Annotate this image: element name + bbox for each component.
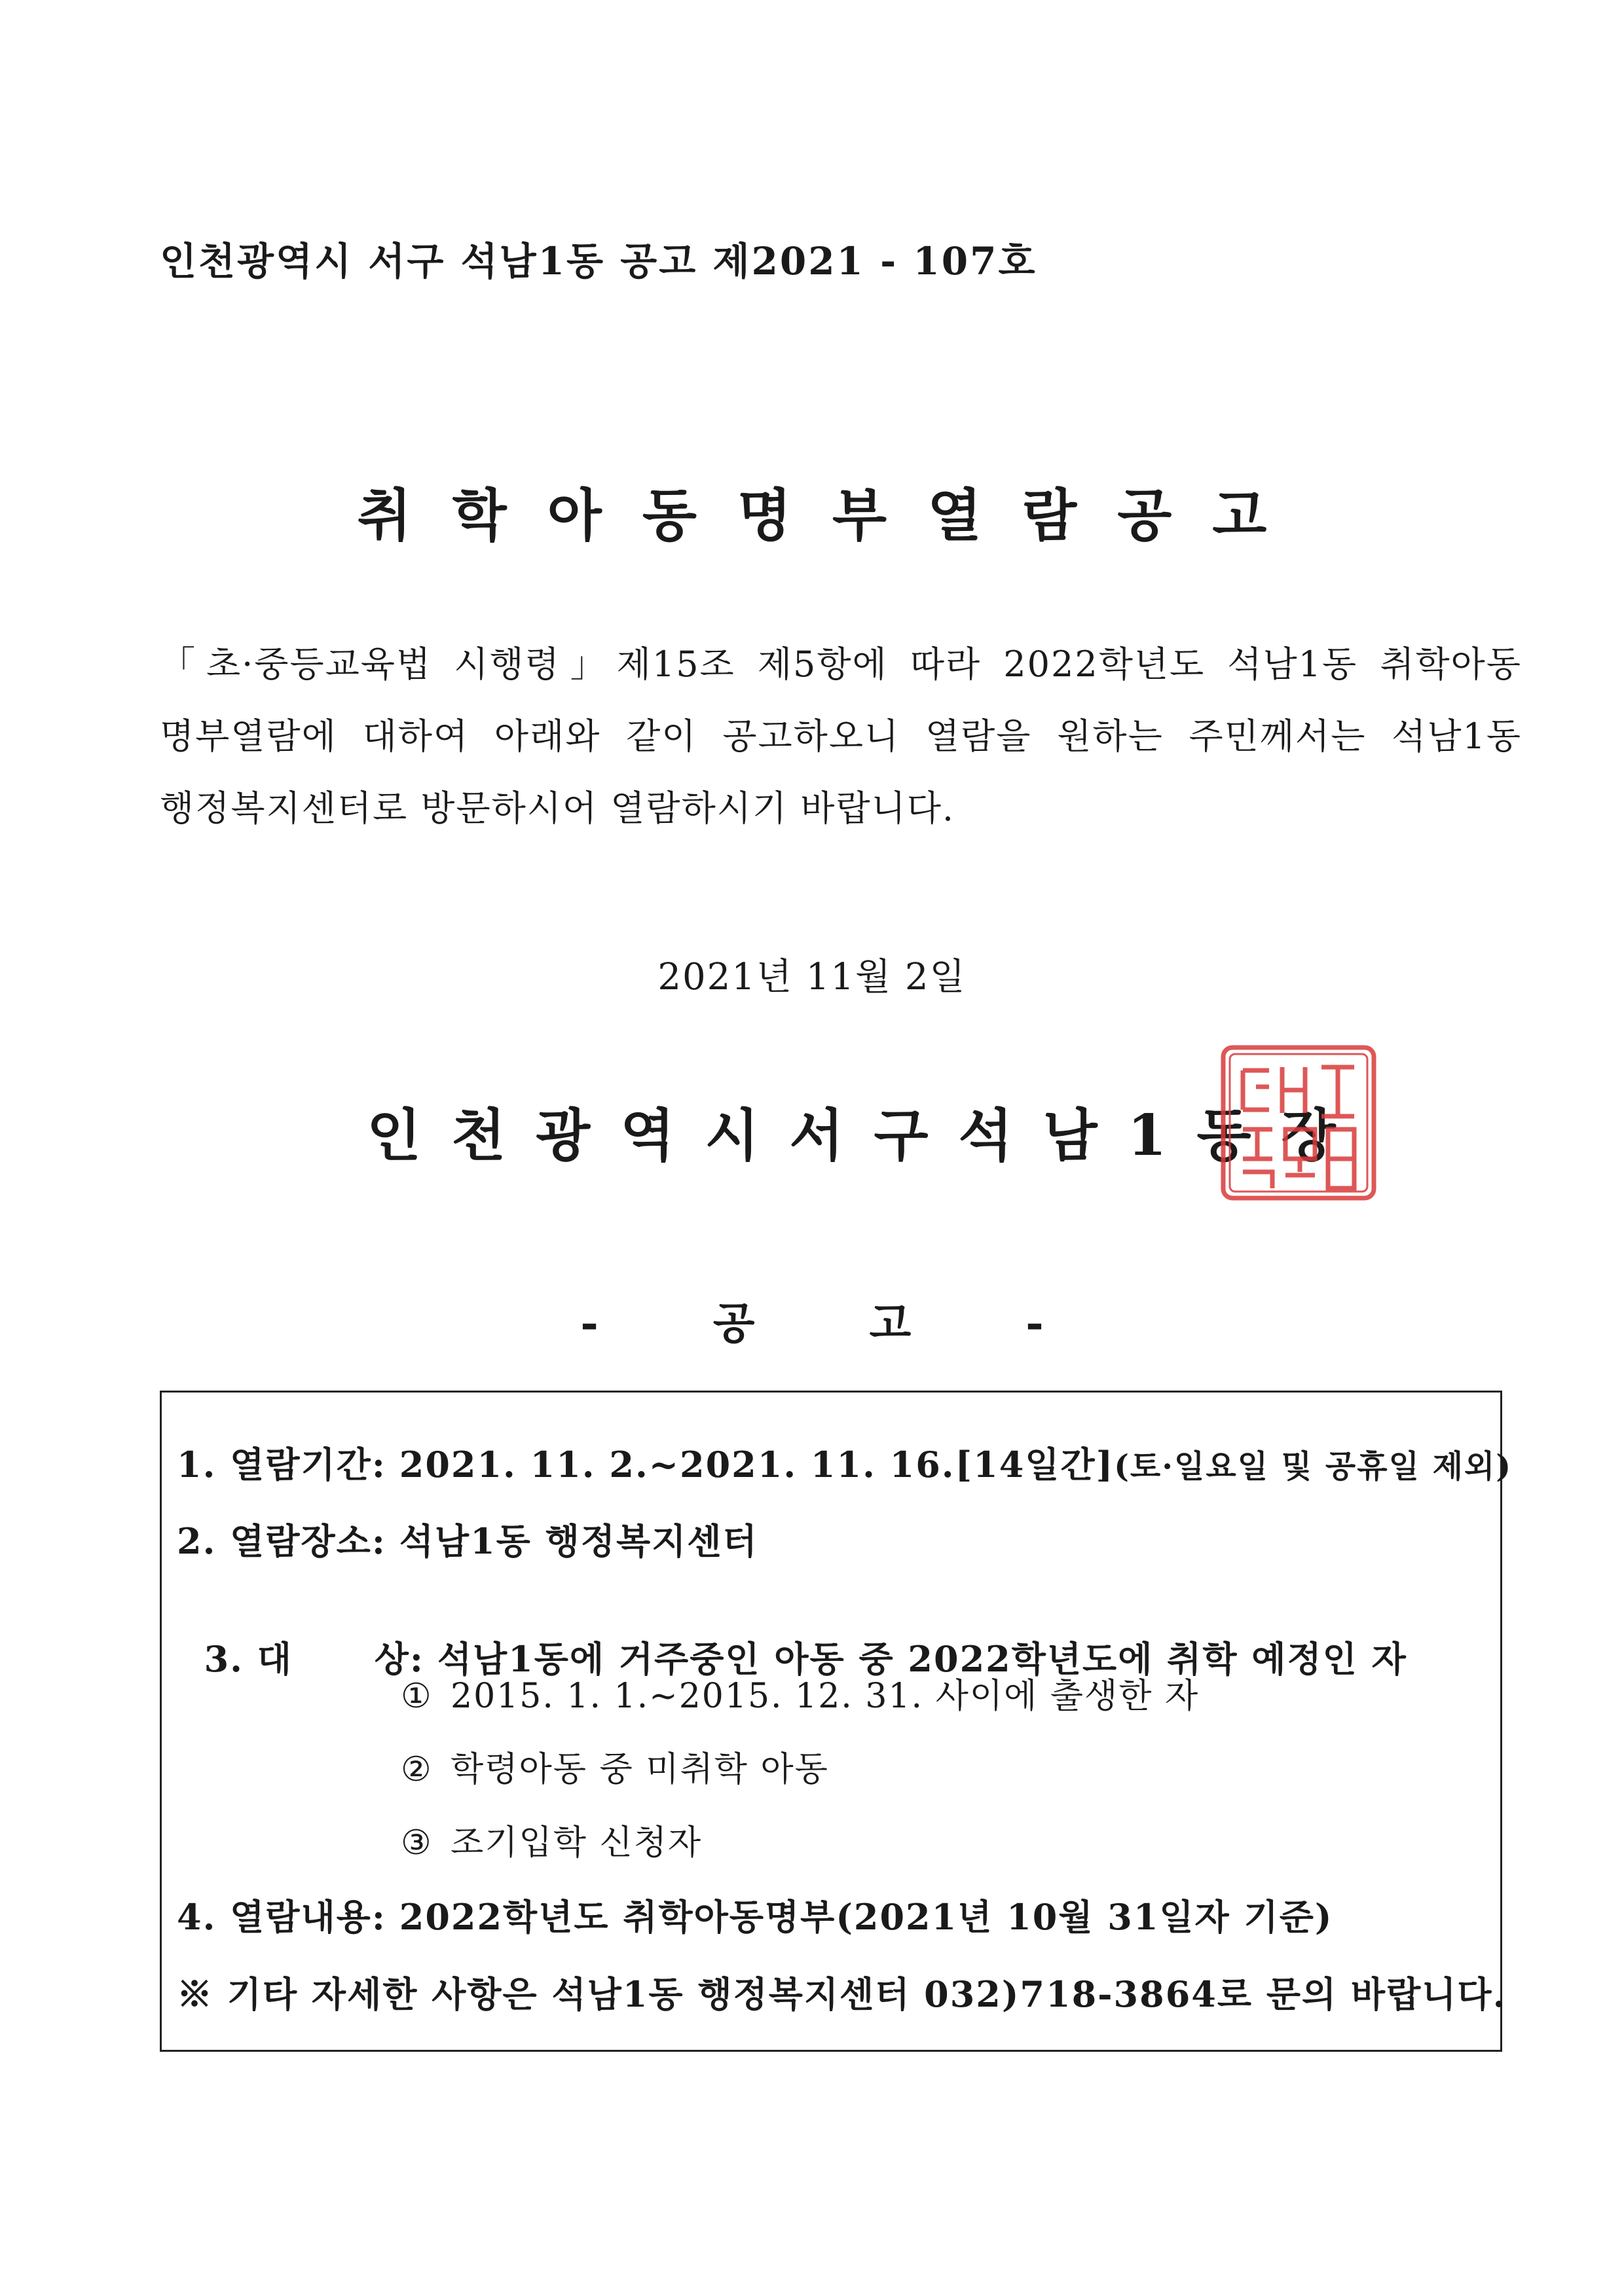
body-line: 「초·중등교육법 시행령」제15조 제5항에 따라 2022학년도 석남1동 취학아동	[160, 644, 1522, 685]
notice-subheading: - 공 고 -	[580, 1298, 1094, 1349]
sub-item-text: 학령아동 중 미취학 아동	[451, 1750, 829, 1789]
official-seal-stamp	[1217, 1041, 1380, 1205]
target-sub-item	[401, 1741, 829, 1791]
item-value: 석남1동 행정복지센터	[399, 1520, 758, 1562]
sub-item-marker: ③	[401, 1823, 433, 1863]
item-period	[177, 1437, 1512, 1487]
item-value: 석남1동에 거주중인 아동 중 2022학년도에 취학 예정인 자	[437, 1638, 1407, 1680]
notice-details-box	[160, 1391, 1502, 2052]
item-label: 3. 대 상:	[204, 1638, 424, 1680]
notice-date: 2021년 11월 2일	[657, 956, 967, 998]
target-sub-item	[401, 1815, 702, 1864]
sub-item-text: 2015. 1. 1.~2015. 12. 31. 사이에 출생한 자	[451, 1677, 1200, 1716]
item-label: 2. 열람장소:	[177, 1520, 386, 1562]
issuer-name: 인천광역시서구석남1동장	[367, 1102, 1366, 1169]
item-value: 2022학년도 취학아동명부(2021년 10월 31일자 기준)	[399, 1896, 1333, 1938]
sub-item-marker: ②	[401, 1750, 433, 1789]
item-label: 1. 열람기간:	[177, 1444, 386, 1485]
notice-body	[160, 629, 1522, 845]
contact-note: ※ 기타 자세한 사항은 석남1동 행정복지센터 032)718-3864로 문의 바랍니다.	[177, 1973, 1507, 2015]
item-note: (토·일요일 및 공휴일 제외)	[1114, 1448, 1513, 1485]
notice-number: 인천광역시 서구 석남1동 공고 제2021 - 107호	[160, 239, 1037, 283]
sub-item-text: 조기입학 신청자	[451, 1823, 703, 1863]
item-place	[177, 1514, 758, 1564]
document-title: 취학아동명부열람공고	[357, 483, 1308, 549]
body-line: 명부열람에 대하여 아래와 같이 공고하오니 열람을 원하는 주민께서는 석남1동	[160, 716, 1522, 757]
item-label: 4. 열람내용:	[177, 1896, 386, 1938]
body-line: 행정복지센터로 방문하시어 열람하시기 바랍니다.	[160, 788, 955, 829]
target-sub-item	[401, 1668, 1199, 1717]
item-value: 2021. 11. 2.~2021. 11. 16.[14일간]	[399, 1444, 1115, 1485]
sub-item-marker: ①	[401, 1677, 433, 1716]
item-content	[177, 1889, 1333, 1940]
